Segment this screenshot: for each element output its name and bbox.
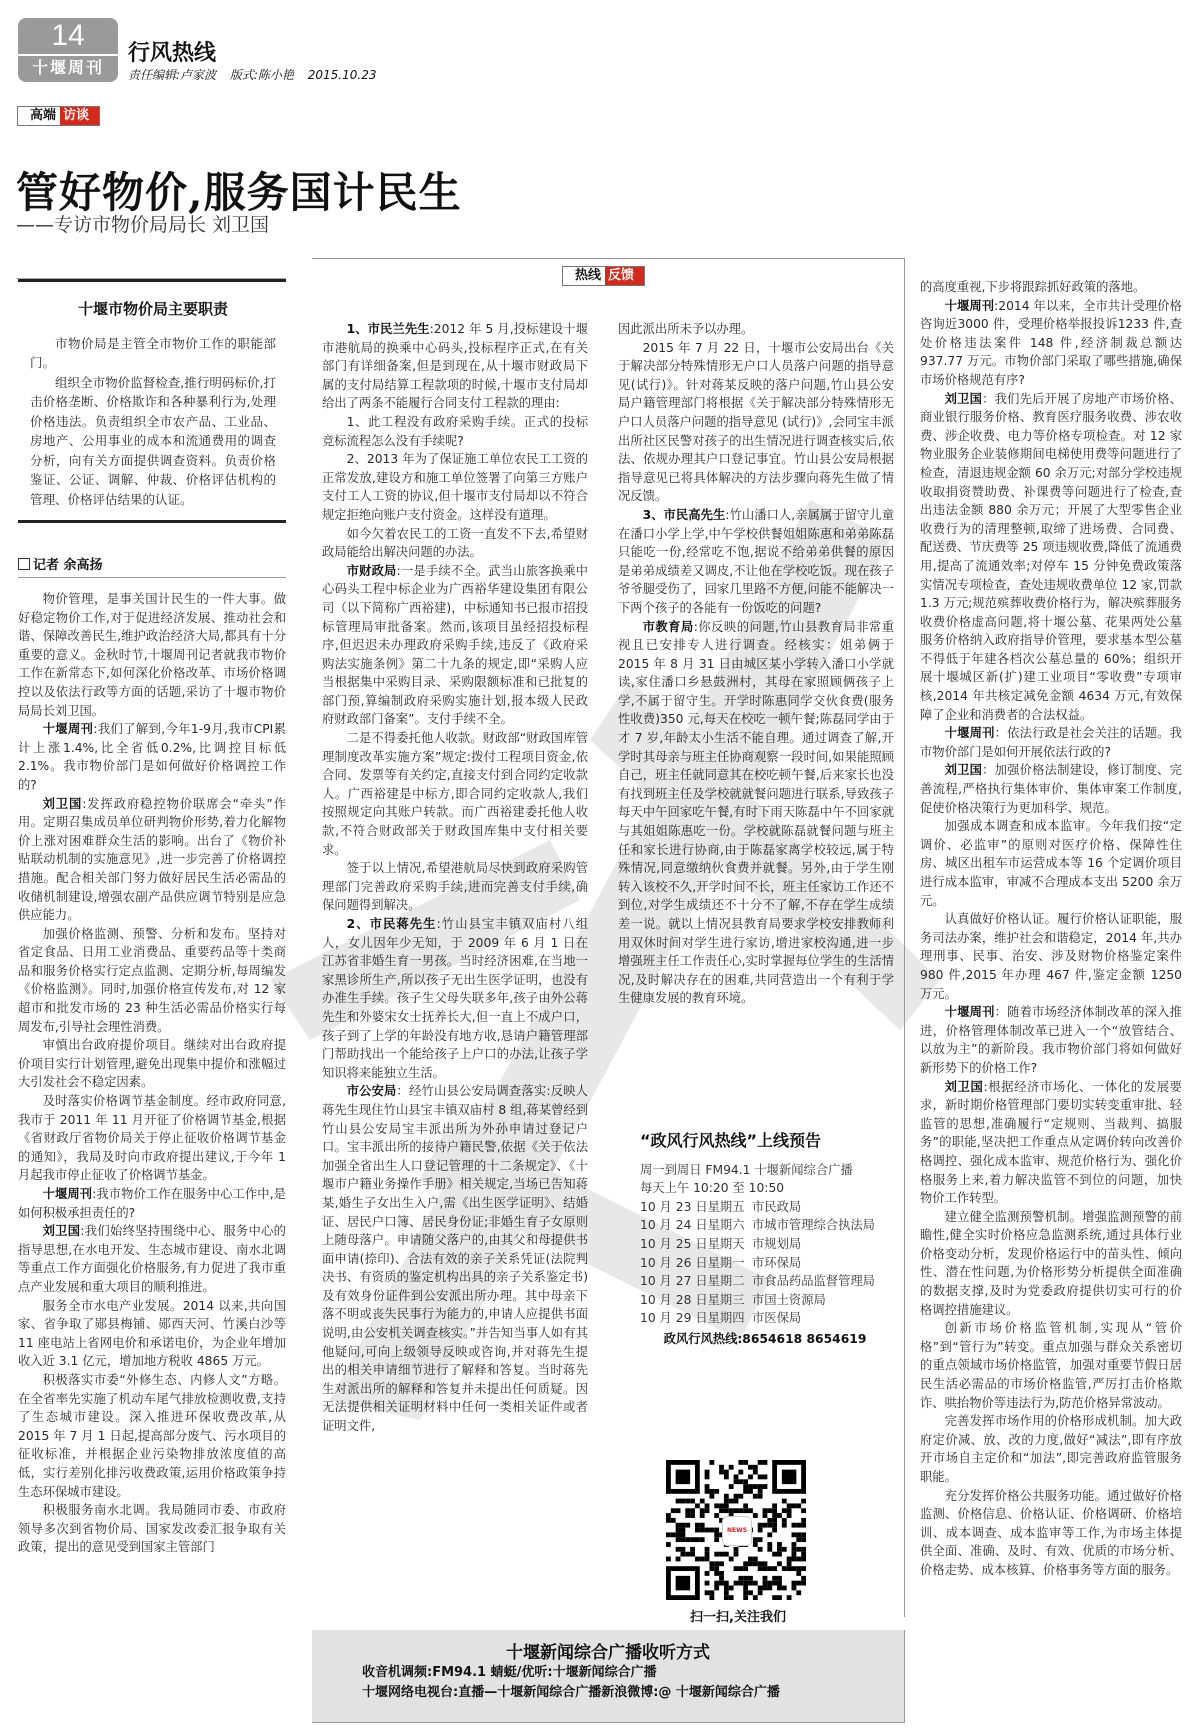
paragraph	[322, 562, 588, 729]
paragraph-text: 创新市场价格监管机制,实现从“管价格”到“管行为”转变。重点加强与群众关系密切的重点领域市场价格监管，加强对重要节假日居民生活必需品的市场价格监管,严厉打击价格欺诈、哄抬物价等违法行为,防范价格异常波动。	[920, 1321, 1182, 1410]
paragraph-text: :竹山县宝丰镇双庙村八组人，女儿因年少无知，于 2009 年 6 月 1 日在江苏省非婚生育一男孩。当时经济困难,在当地一家黑诊所生产,所以孩子无出生医学证明，也没有办准生手续。孩子生父母失联多年,孩子由外公蒋先生和外婆宋女士抚养长大,但一直上不成户口，孩子到了上学的年龄没有地方收,恳请户籍管理部门帮助找出一个能给孩子上户口的办法,让孩子学知识将来能独立生活。	[322, 917, 588, 1080]
schedule-department: 市规划局	[752, 1236, 802, 1251]
paragraph	[920, 1208, 1182, 1320]
paragraph-text: 积极落实市委“外修生态、内修人文”方略。在全省率先实施了机动车尾气排放检测收费,支持了生态城市建设。深入推进环保收费改革,从 2015 年 7 月 1 日起,提高部分废气、污水项目的征收标准，并根据企业污染物排放浓度值的高低，实行差别化排污收费政策,运用价格政策争持生态环保城市建设。	[18, 1372, 286, 1499]
paragraph	[18, 590, 286, 720]
schedule-line: 每天上午 10:20 至 10:50	[640, 1181, 785, 1196]
broadcast-line: 十堰网络电视台:直播—十堰新闻综合广播新浪微博:@ 十堰新闻综合广播	[362, 1685, 780, 1700]
paragraph-text: 的高度重视,下步将跟踪抓好政策的落地。	[920, 280, 1146, 294]
schedule-row	[640, 1216, 890, 1235]
paragraph	[18, 1036, 286, 1092]
paragraph	[322, 413, 588, 450]
paragraph	[920, 761, 1182, 817]
page-number: 14	[51, 19, 85, 52]
schedule-department: 市食品药品监督管理局	[752, 1274, 875, 1289]
tag-right: 访谈	[60, 107, 99, 125]
paragraph-text: 充分发挥价格公共服务功能。通过做好价格监测、价格信息、价格认证、价格调研、价格培训、成本调查、成本监审等工作,为市场主体提供全面、准确、及时、有效、优质的市场分析、价格走势、成本核算、价格事务等方面的服务。	[920, 1488, 1182, 1577]
schedule-row	[640, 1198, 890, 1217]
headline: 管好物价,服务国计民生	[16, 168, 462, 217]
paragraph	[920, 1412, 1182, 1486]
schedule-date: 10 月 27 日星期二	[640, 1274, 745, 1289]
speaker-label: 刘卫国	[42, 796, 83, 811]
paragraph-text: ：加强价格法制建设，修订制度、完善流程,严格执行集体审价、集体审案工作制度,促使价格决策行为更加科学、规范。	[920, 763, 1182, 815]
paragraph	[18, 1297, 286, 1371]
speaker-label: 十堰周刊	[944, 726, 995, 741]
editor: 责任编辑:卢家波	[128, 68, 217, 82]
paragraph	[618, 618, 894, 1008]
broadcast-title: 十堰新闻综合广播收听方式	[506, 1643, 710, 1663]
paragraph-text: 如今欠着农民工的工资一直发不下去,希望财政局能给出解决问题的办法。	[322, 526, 588, 560]
speaker-label: 刘卫国	[944, 763, 983, 778]
paragraph-text: :根据经济市场化、一体化的发展要求，新时期价格管理部门要切实转变重审批、轻监管的思想,准确履行“定规则、当裁判、搞服务”的职能,坚决把工作重点从定调价转向改善价格调控、强化成本监审、规范价格行为、强化价格服务上来,着力解决监管不到位的问题，加快物价工作转型。	[920, 1079, 1182, 1206]
paragraph	[920, 1078, 1182, 1208]
interview-column-2	[920, 278, 1182, 1718]
paragraph-text: 因此派出所未予以办理。	[618, 322, 754, 336]
hotline-column-1	[322, 320, 588, 1620]
issue-date: 2015.10.23	[307, 68, 377, 82]
tag-left: 高端	[18, 107, 60, 125]
credits	[128, 66, 386, 83]
paragraph	[618, 320, 894, 339]
paragraph	[18, 1371, 286, 1501]
section-title: 行风热线	[128, 40, 217, 66]
paragraph-text: ：依法行政是社会关注的话题。我市物价部门是如何开展依法行政的?	[920, 726, 1182, 759]
paragraph-text: 物价管理，是事关国计民生的一件大事。做好稳定物价工作,对于促进经济发展、推动社会和谐、保障改善民生,维护政治经济大局,都具有十分重要的意义。金秋时节,十堰周刊记者就我市物价工作在新常态下,如何深化价格改革、市场价格调控以及依法行政等方面的话题,采访了十堰市物价局局长刘卫国。	[18, 592, 286, 718]
paragraph-text: 2015 年 7 月 22 日，十堰市公安局出台《关于解决部分特殊情形无户口人员落户问题的指导意见(试行)》。针对蒋某反映的落户问题,竹山县公安局户籍管理部门将根据《关于解决部分特殊情形无户口人员落户问题的指导意见 (试行)》,会同宝丰派出所社区民警对孩子的出生情况进行调查核实后,依法、依规办理其户口登记事宜。竹山县公安局根据指导意见已将具体解决的方法步骤向蒋先生做了情况反馈。	[618, 340, 894, 504]
layout-editor: 版式:陈小艳	[229, 68, 294, 82]
schedule-row	[640, 1272, 890, 1291]
paragraph	[322, 1082, 588, 1435]
schedule-department: 市医保局	[752, 1311, 802, 1326]
schedule-date: 10 月 29 日星期四	[640, 1311, 745, 1326]
paragraph-text: 加强成本调查和成本监审。今年我们按“定调价、必监审”的原则对医疗价格、保障性住房、城区出租车市运营成本等 16 个定调价项目进行成本监审，审减不合理成本支出 5200 余万元。	[920, 819, 1182, 908]
schedule-line: 周一到周日 FM94.1 十堰新闻综合广播	[640, 1162, 853, 1177]
hotline-schedule	[640, 1132, 890, 1349]
paragraph	[18, 795, 286, 925]
paragraph-text: 2、2013 年为了保证施工单位农民工工资的正常发放,建设方和施工单位签署了向第三方账户支付工人工资的协议,但十堰市支付局却以不符合规定拒绝向账户支付资金。这样没有道理。	[322, 452, 588, 522]
paragraph-text: :你反映的问题,竹山县教育局非常重视且已安排专人进行调查。经核实：姐弟俩于 2015 年 8 月 31 日由城区某小学转入潘口小学就读,家住潘口乡悬鼓洲村，其母在家照顾俩孩子上学,不属于留守生。开学时陈惠同学交伙食费(服务性收费)350 元,每天在校吃一顿午餐;陈磊同学由于才 7 岁,年龄太小生活不能自理。通过调查了解,开学时其母亲与班主任协商观察一段时间,如果能照顾自己，班主任就同意其在校吃顿午餐,后来家长也没有找到班主任及学校就就餐问题进行联系,导致孩子每天中午回家吃午餐,有时下雨天陈磊中午不回家就与其姐姐陈惠吃一份。学校就陈磊就餐问题与班主任和家长进行协商,由于陈磊家离学校较远,属于特殊情况,同意缴纳伙食费并就餐。另外,由于学生刚转入该校不久,开学时间不长，班主任家访工作还不到位,对学生成绩还不十分不了解,不存在学生成绩差一说。就以上情况县教育局要求学校安排教师利用双休时间对学生进行家访,增进家校沟通,进一步增强班主任工作责任心,实时掌握每位学生的生活情况,及时解决存在的困难,共同营造出一个有利于学生健康发展的教育环境。	[618, 619, 894, 1006]
schedule-row	[640, 1235, 890, 1254]
subhead: ——专访市物价局局长 刘卫国	[16, 214, 270, 236]
paragraph-text: 1、此工程没有政府采购手续。正式的投标竞标流程怎么没有手续呢?	[322, 414, 588, 448]
schedule-department: 市环保局	[752, 1255, 802, 1270]
paragraph-text: :我们了解到,今年1-9月,我市CPI累计上涨1.4%,比全省低0.2%,比调控目标低2.1%。我市物价部门是如何做好价格调控工作的?	[18, 722, 286, 792]
speaker-label: 3、市民高先生	[642, 507, 726, 522]
paragraph	[920, 278, 1182, 297]
speaker-label: 十堰周刊	[42, 722, 94, 737]
paragraph-text: 建立健全监测预警机制。增强监测预警的前瞻性,健全实时价格应急监测系统,通过具体行业价格变动分析，发现价格运行中的苗头性、倾向性、潜在性问题,为价格形势分析提供全面准确的数据支撑,及时为党委政府提供切实可行的价格调控措施建议。	[920, 1209, 1182, 1317]
paragraph	[618, 506, 894, 618]
schedule-date: 10 月 25 日星期天	[640, 1236, 745, 1251]
schedule-department: 市城市管理综合执法局	[752, 1218, 875, 1233]
paragraph	[18, 1092, 286, 1185]
paragraph	[322, 450, 588, 524]
square-icon	[18, 558, 30, 570]
paragraph	[322, 915, 588, 1082]
paragraph-text: :竹山潘口人,亲属属于留守儿童在潘口小学上学,中午学校供餐姐姐陈惠和弟弟陈磊只能吃一份,经常吃不饱,据说不给弟弟供餐的原因是弟弟成绩差又调皮,不让他在学校吃饭。现在孩子爷爷腿受伤了，回家几里路不方便,问能不能解决一下两个孩子的各能有一份饭吃的问题?	[618, 507, 894, 615]
paragraph	[920, 1003, 1182, 1077]
hotline-column-2	[618, 320, 894, 1120]
paragraph	[920, 724, 1182, 761]
paragraph	[322, 320, 588, 413]
schedule-row	[640, 1254, 890, 1273]
paragraph	[18, 720, 286, 794]
broadcast-info-box	[312, 1630, 905, 1723]
paragraph	[920, 910, 1182, 1003]
interview-column-1	[18, 590, 286, 1720]
speaker-label: 市财政局	[346, 563, 397, 578]
schedule-date: 10 月 26 日星期一	[640, 1255, 745, 1270]
paragraph-text: :一是手续不全。武当山旅客换乘中心码头工程中标企业为广西裕华建设集团有限公司（以下简称广西裕建)，中标通知书已报市招投标管理局审批备案。然而,该项目虽经招投标程序,但迟迟未办理政府采购手续,违反了《政府采购法实施条例》第二十九条的规定,即“采购人应当根据集中采购目录、采购限额标准和已批复的部门预,算编制政府采购实施计划,报本级人民政府财政部门备案”。支付手续不全。	[322, 563, 588, 727]
speaker-label: 十堰周刊	[42, 1187, 93, 1201]
speaker-label: 2、市民蒋先生	[346, 917, 437, 931]
schedule-department: 市国土资源局	[752, 1292, 826, 1307]
hotline-phone: 政风行风热线:8654618 8654619	[663, 1331, 867, 1346]
paragraph	[18, 925, 286, 1037]
paragraph-text: :2012 年 5 月,投标建设十堰市港航局的换乘中心码头,投标程序正式,在有关部门有详细备案,但是到现在,从十堰市财政局下属的支付局结算工程款项的时候,十堰市支付局却给出了两条不能履行合同支付工程款的理由:	[322, 322, 588, 411]
paragraph	[920, 1319, 1182, 1412]
reporter-byline	[18, 554, 286, 578]
paragraph-text: 签于以上情况,希望港航局尽快到政府采购管理部门完善政府采购手续,进而完善支付手续,确保问题得到解决。	[322, 861, 588, 913]
schedule-row	[640, 1291, 890, 1310]
speaker-label: 刘卫国	[42, 1224, 81, 1239]
speaker-label: 市教育局	[642, 619, 694, 634]
paragraph	[18, 1185, 286, 1222]
speaker-label: 刘卫国	[944, 391, 983, 406]
paragraph	[322, 525, 588, 562]
paragraph	[920, 817, 1182, 910]
paragraph	[920, 1487, 1182, 1580]
speaker-label: 十堰周刊	[944, 298, 995, 313]
paragraph	[322, 859, 588, 915]
interview-tag	[17, 104, 100, 126]
duties-title: 十堰市物价局主要职责	[77, 300, 228, 318]
schedule-date: 10 月 28 日星期三	[640, 1292, 745, 1307]
paragraph-text: 加强价格监测、预警、分析和发布。坚持对省定食品、日用工业消费品、重要药品等十类商品和服务价格实行定点监测、定期分析,每周编发《价格监测》。同时,加强价格宣传发布,对 12 家超市和批发市场的 23 种生活必需品价格实行每周发布,引导社会理性消费。	[18, 926, 286, 1034]
paragraph	[18, 1501, 286, 1557]
paragraph-text: 二是不得委托他人收款。财政部“财政国库管理制度改革实施方案”规定:拨付工程项目资金,依合同、发票等有关约定,直接支付到合同约定收款人。广西裕建是中标方,即合同约定收款人,我们按照规定向其账户转款。而广西裕建委托他人收款,不符合财政部关于财政国库集中支付相关要求。	[322, 731, 588, 857]
schedule-row	[640, 1309, 890, 1328]
schedule-date: 10 月 24 日星期六	[640, 1218, 745, 1233]
schedule-title: “政风行风热线”上线预告	[640, 1131, 822, 1150]
page-badge	[18, 18, 118, 82]
broadcast-line: 收音机调频:FM94.1 蜻蜓/优听:十堰新闻综合广播	[362, 1665, 657, 1680]
paragraph-text: :我市物价工作在服务中心工作中,是如何积极承担责任的?	[18, 1187, 286, 1220]
paragraph	[920, 297, 1182, 390]
duties-box	[30, 300, 276, 509]
paragraph	[618, 339, 894, 506]
schedule-department: 市民政局	[752, 1199, 802, 1214]
paragraph-text: 及时落实价格调节基金制度。经市政府同意,我市于 2011 年 11 月开征了价格调节基金,根据《省财政厅省物价局关于停止征收价格调节基金的通知》，我局及时向市政府提出建议,于今年 1 月起我市停止征收了价格调节基金。	[18, 1094, 286, 1183]
paragraph-text: :发挥政府稳控物价联席会“牵头”作用。定期召集成员单位研判物价形势,着力化解物价上涨对困难群众生活的影响。出台了《物价补贴联动机制的实施意见》,进一步完善了价格调控措施。配合相关部门努力做好居民生活必需品的收储机制建设,增强农副产品供应调节特别是应急供应能力。	[18, 796, 286, 923]
speaker-label: 市公安局	[346, 1084, 397, 1099]
schedule-date: 10 月 23 日星期五	[640, 1199, 745, 1214]
hotline-tag	[562, 264, 645, 286]
speaker-label: 1、市民兰先生	[346, 322, 430, 336]
paragraph	[18, 1222, 286, 1296]
paragraph-text: 服务全市水电产业发展。2014 以来,共向国家、省争取了郧县梅铺、郧西天河、竹溪白沙等 11 座电站上省网电价和承诺电价，为企业年增加收入近 3.1 亿元，增加地方税收 4865 万元。	[18, 1298, 286, 1369]
paragraph-text: ：随着市场经济体制改革的深入推进，价格管理体制改革已进入一个“放管结合、以放为主”的新阶段。我市物价部门将如何做好新形势下的价格工作?	[920, 1005, 1182, 1075]
tag-right: 反馈	[605, 267, 644, 285]
paragraph-text: ：经竹山县公安局调查落实:反映人蒋先生现住竹山县宝丰镇双庙村 8 组,蒋某曾经到竹山县公安局宝丰派出所为外孙申请过登记户口。宝丰派出所的接待户籍民警,依据《关于依法加强全省出生人口登记管理的十二条规定》、《十堰市户籍业务操作手册》相关规定,当场已告知蒋某,婚生子女出生入户,需《出生医学证明》、结婚证、居民户口簿、居民身份证;非婚生育子女原则上随母落户。申请随父落户的,由其父和母提供书面申请(捺印)、合法有效的亲子关系凭证(法院判决书、有资质的鉴定机构出具的亲子关系鉴定书)及有效身份证件到公安派出所办理。其中母亲下落不明或丧失民事行为能力的,申请人应提供书面说明,由公安机关调查核实。”并告知当事人如有其他疑问,可向上级领导反映或咨询,并对蒋先生提出的相关申请细节进行了解释和答复。当时蒋先生对派出所的解释和答复并未提出任何质疑。因无法提供相关证明材料中任何一类相关证件或者证明文件,	[322, 1084, 588, 1434]
paragraph-text: 积极服务南水北调。我局随同市委、市政府领导多次到省物价局、国家发改委汇报争取有关政策，提出的意见受到国家主管部门	[18, 1503, 286, 1555]
paragraph-text: 审慎出台政府提价项目。继续对出台政府提价项目实行计划管理,避免出现集中提价和涨幅过大引发社会不稳定因素。	[18, 1038, 286, 1090]
publication-name: 十堰周刊	[31, 58, 104, 77]
paragraph-text: ：我们先后开展了房地产市场价格、商业银行服务价格、教育医疗服务收费、涉农收费、涉企收费、电力等价格专项检查。对 12 家物业服务企业装修期间电梯使用费等问题进行了检查，清退违规金额 60 余万元;对部分学校违规收取捐资赞助费、补课费等问题进行了检查,查出违法金额 880 余万元；开展了大型零售企业收费行为的清理整顿,取缔了进场费、合同费、配送费、节庆费等 25 项违规收费,降低了流通费用,提高了流通效率;对停车 15 分钟免费政策落实情况专项检查，查处违规收费单位 12 家,罚款 1.3 万元;规范殡葬收费价格行为，解决殡葬服务收费价格虚高问题,将十堰公墓、花果两处公墓服务价格纳入政府指导价管理，要求基本型公墓不得低于年建各档次公墓总量的 60%；组织开展十堰城区新(扩)建工业项目“零收费”专项审核,2014 年共核定减免金额 4634 万元,有效保障了企业和消费者的合法权益。	[920, 391, 1182, 722]
reporter-name: 记者 余高扬	[33, 558, 103, 573]
paragraph-text: 认真做好价格认证。履行价格认证职能，服务司法办案，维护社会和谐稳定，2014 年,共办理刑事、民事、治安、涉及财物价格鉴定案件 980 件,2015 年办理 467 件,鉴定金额 1250 万元。	[920, 912, 1182, 1001]
duties-paragraph: 组织全市物价监督检查,推行明码标价,打击价格垄断、价格欺诈和各种暴利行为,处理价格违法。负责组织全市农产品、工业品、房地产、公用事业的成本和流通费用的调查分析，向有关方面提供调查资料。负责价格鉴证、公证、调解、仲裁、价格评估机构的管理、价格评估结果的认证。	[30, 374, 276, 507]
paragraph	[920, 390, 1182, 725]
duties-paragraph: 市物价局是主管全市物价工作的职能部门。	[30, 335, 276, 370]
speaker-label: 刘卫国	[944, 1079, 984, 1094]
paragraph-text: 完善发挥市场作用的价格形成机制。加大政府定价减、放、改的力度,做好“减法”,即有序放开市场自主定价和“加法”,即完善政府监管服务职能。	[920, 1414, 1182, 1484]
paragraph-text: :我们始终坚持围绕中心、服务中心的指导思想,在水电开发、生态城市建设、南水北调等重点工作方面强化价格服务,有力促进了我市重点产业发展和重大项目的顺利推进。	[18, 1224, 286, 1294]
news-logo-icon: NEWS	[722, 1516, 752, 1546]
tag-left: 热线	[563, 267, 605, 285]
paragraph	[322, 729, 588, 859]
paragraph-text: :2014 年以来，全市共计受理价格咨询近3000 件，受理价格举报投诉1233 件,查处价格违法案件 148 件,经济制裁总额达 937.77 万元。市物价部门采取了哪些措施,确保市场价格规范有序?	[920, 298, 1182, 387]
speaker-label: 十堰周刊	[944, 1005, 995, 1020]
qr-caption: 扫一扫,关注我们	[690, 1610, 786, 1625]
